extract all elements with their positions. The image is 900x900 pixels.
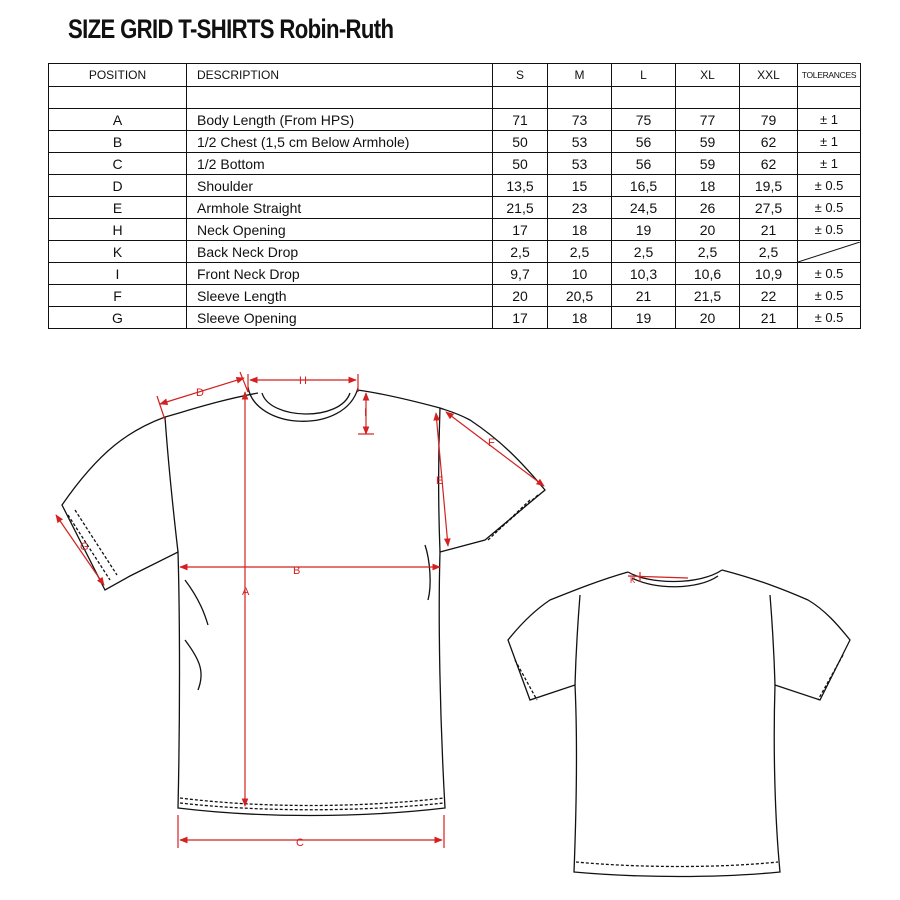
tolerance-cell: ± 0.5: [798, 285, 861, 307]
size-xl-cell: 26: [676, 197, 740, 219]
size-l-cell: 56: [612, 153, 676, 175]
size-m-cell: 2,5: [548, 241, 612, 263]
dimension-labels: [80, 375, 636, 849]
size-s-cell: 20: [493, 285, 548, 307]
size-xxl-cell: 62: [740, 131, 798, 153]
tolerance-cell: ± 0.5: [798, 175, 861, 197]
position-cell: F: [49, 285, 187, 307]
description-cell: Neck Opening: [187, 219, 493, 241]
size-xl-cell: 18: [676, 175, 740, 197]
size-s-cell: 21,5: [493, 197, 548, 219]
size-xl-cell: 21,5: [676, 285, 740, 307]
description-cell: 1/2 Chest (1,5 cm Below Armhole): [187, 131, 493, 153]
size-s-cell: 13,5: [493, 175, 548, 197]
position-cell: E: [49, 197, 187, 219]
size-m-cell: 18: [548, 219, 612, 241]
size-l-cell: 56: [612, 131, 676, 153]
tolerance-cell: ± 1: [798, 131, 861, 153]
dimension-lines: [56, 372, 688, 848]
tolerance-cell: ± 0.5: [798, 263, 861, 285]
description-cell: Back Neck Drop: [187, 241, 493, 263]
position-cell: K: [49, 241, 187, 263]
size-m-cell: 18: [548, 307, 612, 329]
position-cell: H: [49, 219, 187, 241]
size-m-cell: 73: [548, 109, 612, 131]
label-b: B: [293, 565, 301, 577]
description-cell: 1/2 Bottom: [187, 153, 493, 175]
tolerance-cell: ± 0.5: [798, 197, 861, 219]
label-a: A: [242, 586, 250, 598]
size-l-cell: 19: [612, 219, 676, 241]
label-k: K: [630, 576, 636, 585]
position-cell: B: [49, 131, 187, 153]
tolerance-cell: ± 0.5: [798, 307, 861, 329]
size-m-cell: 23: [548, 197, 612, 219]
size-xxl-cell: 21: [740, 307, 798, 329]
header-size-s: S: [493, 64, 548, 87]
size-xxl-cell: 62: [740, 153, 798, 175]
size-m-cell: 53: [548, 131, 612, 153]
position-cell: D: [49, 175, 187, 197]
header-size-m: M: [548, 64, 612, 87]
size-m-cell: 20,5: [548, 285, 612, 307]
label-e: E: [436, 475, 444, 487]
size-xl-cell: 20: [676, 307, 740, 329]
size-s-cell: 50: [493, 153, 548, 175]
front-tshirt-outline: [62, 387, 545, 816]
position-cell: A: [49, 109, 187, 131]
size-xxl-cell: 19,5: [740, 175, 798, 197]
tolerance-cell: ± 1: [798, 109, 861, 131]
size-s-cell: 9,7: [493, 263, 548, 285]
size-l-cell: 16,5: [612, 175, 676, 197]
description-cell: Sleeve Opening: [187, 307, 493, 329]
label-i: I: [364, 407, 368, 419]
size-m-cell: 10: [548, 263, 612, 285]
back-tshirt-outline: [508, 570, 850, 877]
size-xxl-cell: 10,9: [740, 263, 798, 285]
page-title: SIZE GRID T-SHIRTS Robin-Ruth: [68, 14, 394, 44]
size-s-cell: 2,5: [493, 241, 548, 263]
size-xl-cell: 2,5: [676, 241, 740, 263]
size-xl-cell: 10,6: [676, 263, 740, 285]
size-s-cell: 50: [493, 131, 548, 153]
tolerance-cell: ± 1: [798, 153, 861, 175]
size-xxl-cell: 2,5: [740, 241, 798, 263]
size-xl-cell: 59: [676, 131, 740, 153]
size-xl-cell: 20: [676, 219, 740, 241]
position-cell: C: [49, 153, 187, 175]
size-xl-cell: 77: [676, 109, 740, 131]
label-f: F: [488, 437, 495, 449]
description-cell: Sleeve Length: [187, 285, 493, 307]
size-l-cell: 10,3: [612, 263, 676, 285]
description-cell: Front Neck Drop: [187, 263, 493, 285]
tolerance-cell: ± 0.5: [798, 219, 861, 241]
size-l-cell: 21: [612, 285, 676, 307]
size-l-cell: 75: [612, 109, 676, 131]
header-tolerances: TOLERANCES: [798, 64, 861, 87]
size-xxl-cell: 21: [740, 219, 798, 241]
description-cell: Shoulder: [187, 175, 493, 197]
description-cell: Body Length (From HPS): [187, 109, 493, 131]
position-cell: G: [49, 307, 187, 329]
label-h: H: [299, 375, 307, 387]
size-l-cell: 19: [612, 307, 676, 329]
description-cell: Armhole Straight: [187, 197, 493, 219]
label-d: D: [196, 387, 204, 399]
size-xxl-cell: 79: [740, 109, 798, 131]
header-description: DESCRIPTION: [187, 64, 493, 87]
header-size-xxl: XXL: [740, 64, 798, 87]
header-size-l: L: [612, 64, 676, 87]
size-l-cell: 2,5: [612, 241, 676, 263]
size-s-cell: 17: [493, 307, 548, 329]
header-size-xl: XL: [676, 64, 740, 87]
size-s-cell: 17: [493, 219, 548, 241]
size-xxl-cell: 22: [740, 285, 798, 307]
size-l-cell: 24,5: [612, 197, 676, 219]
label-g: G: [80, 541, 89, 553]
header-position: POSITION: [49, 64, 187, 87]
size-xxl-cell: 27,5: [740, 197, 798, 219]
size-xl-cell: 59: [676, 153, 740, 175]
size-s-cell: 71: [493, 109, 548, 131]
size-m-cell: 53: [548, 153, 612, 175]
size-m-cell: 15: [548, 175, 612, 197]
position-cell: I: [49, 263, 187, 285]
label-c: C: [296, 837, 304, 849]
